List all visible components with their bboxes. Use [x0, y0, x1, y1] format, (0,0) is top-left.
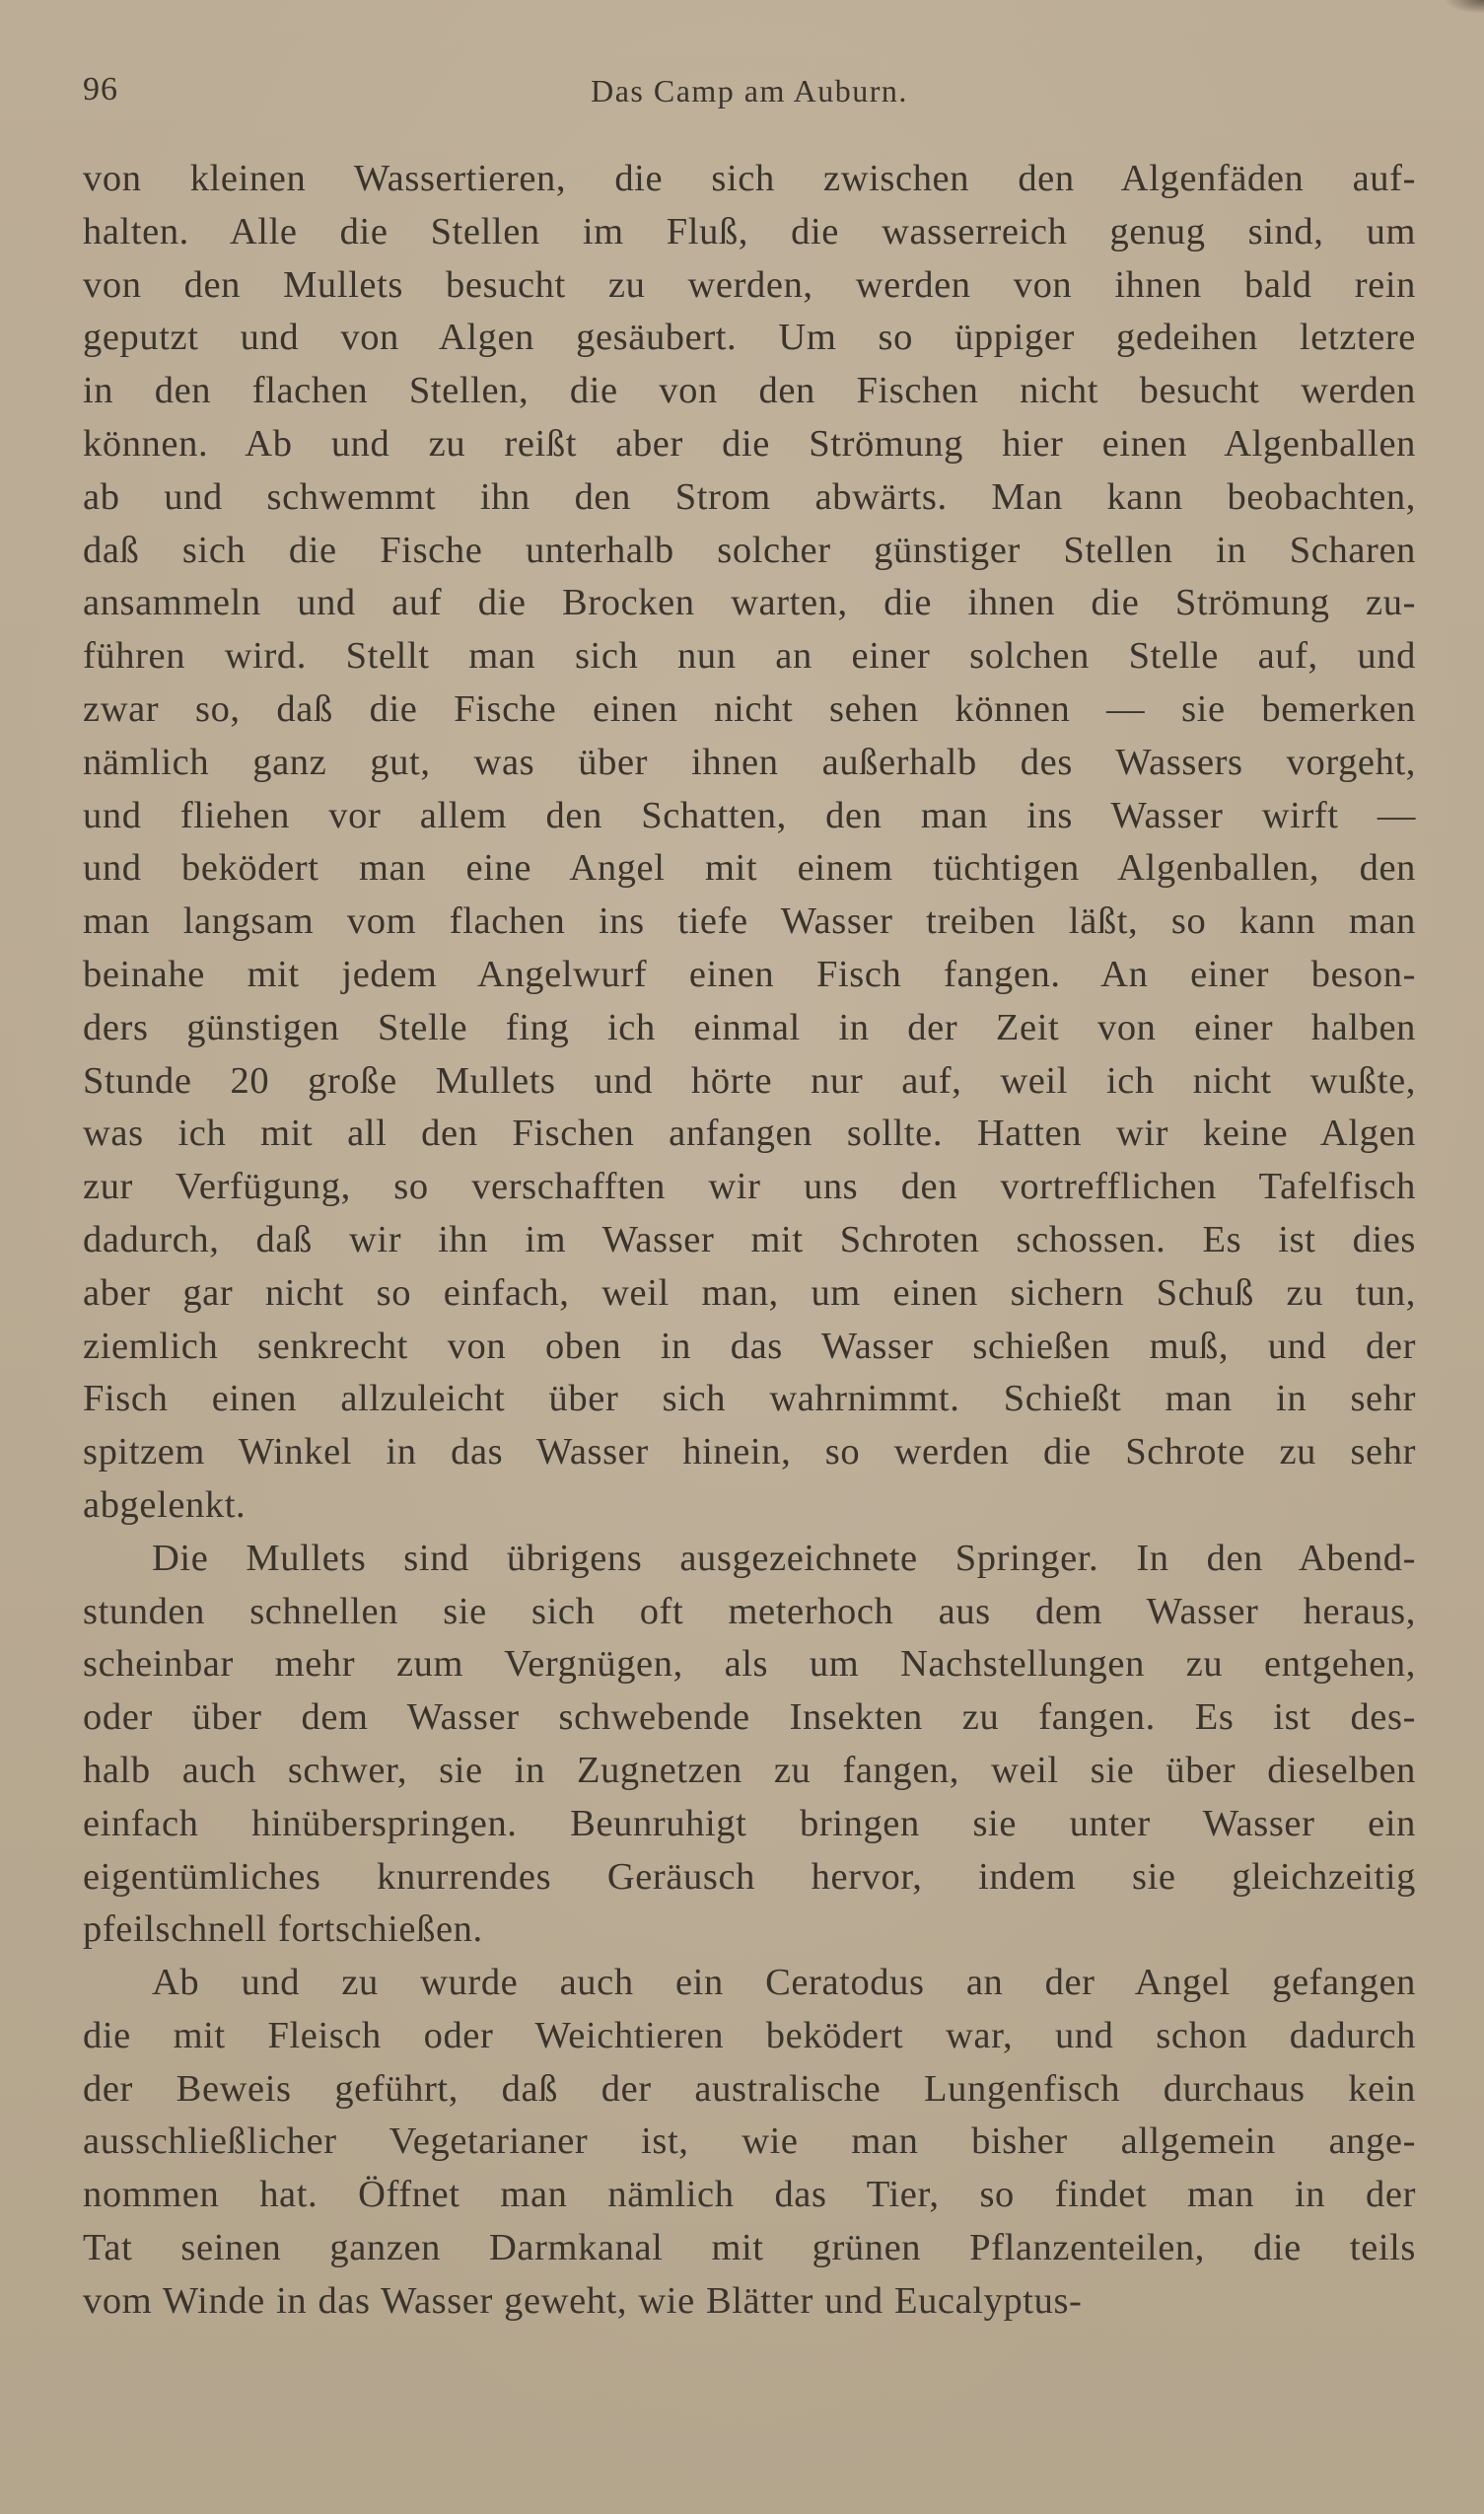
text-line: ansammeln und auf die Brocken warten, die ihnen die Strömung zu- — [83, 582, 1416, 624]
text-line: nommen hat. Öffnet man nämlich das Tier, so findet man in der — [83, 2174, 1416, 2216]
text-line: können. Ab und zu reißt aber die Strömung hier einen Algenballen — [83, 422, 1416, 465]
paragraph — [83, 1533, 1416, 1957]
text-line: oder über dem Wasser schwebende Insekten zu fangen. Es ist des- — [83, 1696, 1416, 1739]
text-line: dadurch, daß wir ihn im Wasser mit Schroten schossen. Es ist dies — [83, 1218, 1416, 1260]
text-line: führen wird. Stellt man sich nun an einer solchen Stelle auf, und — [83, 635, 1416, 678]
text-line: ausschließlicher Vegetarianer ist, wie man bisher allgemein ange- — [83, 2120, 1416, 2163]
page-header — [83, 71, 1416, 112]
page-number: 96 — [83, 71, 118, 108]
text-line: zwar so, daß die Fische einen nicht sehen können — sie bemerken — [83, 687, 1416, 730]
body-text — [83, 153, 1416, 2329]
text-line: die mit Fleisch oder Weichtieren beködert war, und schon dadurch — [83, 2014, 1416, 2056]
text-line: Tat seinen ganzen Darmkanal mit grünen Pflanzenteilen, die teils — [83, 2227, 1416, 2269]
text-line: und beködert man eine Angel mit einem tüchtigen Algenballen, den — [83, 847, 1416, 890]
paragraph — [83, 153, 1416, 1533]
text-line: ders günstigen Stelle fing ich einmal in der Zeit von einer halben — [83, 1006, 1416, 1048]
text-line: von den Mullets besucht zu werden, werden von ihnen bald rein — [83, 263, 1416, 306]
text-line: beinahe mit jedem Angelwurf einen Fisch fangen. An einer beson- — [83, 953, 1416, 995]
page-corner-shadow — [1445, 0, 1484, 14]
text-line: eigentümliches knurrendes Geräusch hervor, indem sie gleichzeitig — [83, 1855, 1416, 1898]
text-line: stunden schnellen sie sich oft meterhoch aus dem Wasser heraus, — [83, 1590, 1416, 1632]
text-line: man langsam vom flachen ins tiefe Wasser treiben läßt, so kann man — [83, 900, 1416, 943]
text-line: von kleinen Wassertieren, die sich zwischen den Algenfäden auf- — [83, 158, 1416, 199]
text-line: zur Verfügung, so verschafften wir uns den vortrefflichen Tafelfisch — [83, 1166, 1416, 1208]
text-line: Ab und zu wurde auch ein Ceratodus an der Angel gefangen — [152, 1962, 1416, 2004]
text-line: vom Winde in das Wasser geweht, wie Blätter und Eucalyptus- — [83, 2279, 1083, 2322]
text-line: Stunde 20 große Mullets und hörte nur auf, weil ich nicht wußte, — [83, 1059, 1416, 1102]
running-title: Das Camp am Auburn. — [591, 73, 908, 108]
text-line: Fisch einen allzuleicht über sich wahrnimmt. Schießt man in sehr — [83, 1378, 1416, 1420]
text-line: geputzt und von Algen gesäubert. Um so üppiger gedeihen letztere — [83, 317, 1416, 359]
text-line: der Beweis geführt, daß der australische Lungenfisch durchaus kein — [83, 2067, 1416, 2110]
text-line: daß sich die Fische unterhalb solcher günstiger Stellen in Scharen — [83, 529, 1416, 571]
text-line: was ich mit all den Fischen anfangen sollte. Hatten wir keine Algen — [83, 1113, 1416, 1155]
text-line: in den flachen Stellen, die von den Fischen nicht besucht werden — [83, 370, 1416, 412]
text-line: scheinbar mehr zum Vergnügen, als um Nachstellungen zu entgehen, — [83, 1643, 1416, 1686]
text-line: spitzem Winkel in das Wasser hinein, so werden die Schrote zu sehr — [83, 1431, 1416, 1473]
text-line: abgelenkt. — [83, 1483, 247, 1526]
text-line: aber gar nicht so einfach, weil man, um einen sichern Schuß zu tun, — [83, 1271, 1416, 1314]
text-line: einfach hinüberspringen. Beunruhigt bringen sie unter Wasser ein — [83, 1802, 1416, 1844]
text-line: und fliehen vor allem den Schatten, den man ins Wasser wirft — — [83, 794, 1416, 836]
text-line: ziemlich senkrecht von oben in das Wasser schießen muß, und der — [83, 1325, 1416, 1367]
text-line: ab und schwemmt ihn den Strom abwärts. Man kann beobachten, — [83, 475, 1416, 518]
text-line: halb auch schwer, sie in Zugnetzen zu fangen, weil sie über dieselben — [83, 1749, 1416, 1791]
text-line: halten. Alle die Stellen im Fluß, die wasserreich genug sind, um — [83, 210, 1416, 252]
text-line: nämlich ganz gut, was über ihnen außerhalb des Wassers vorgeht, — [83, 741, 1416, 783]
text-line: Die Mullets sind übrigens ausgezeichnete Springer. In den Abend- — [152, 1537, 1416, 1579]
text-line: pfeilschnell fortschießen. — [83, 1908, 483, 1951]
paragraph — [83, 1957, 1416, 2329]
